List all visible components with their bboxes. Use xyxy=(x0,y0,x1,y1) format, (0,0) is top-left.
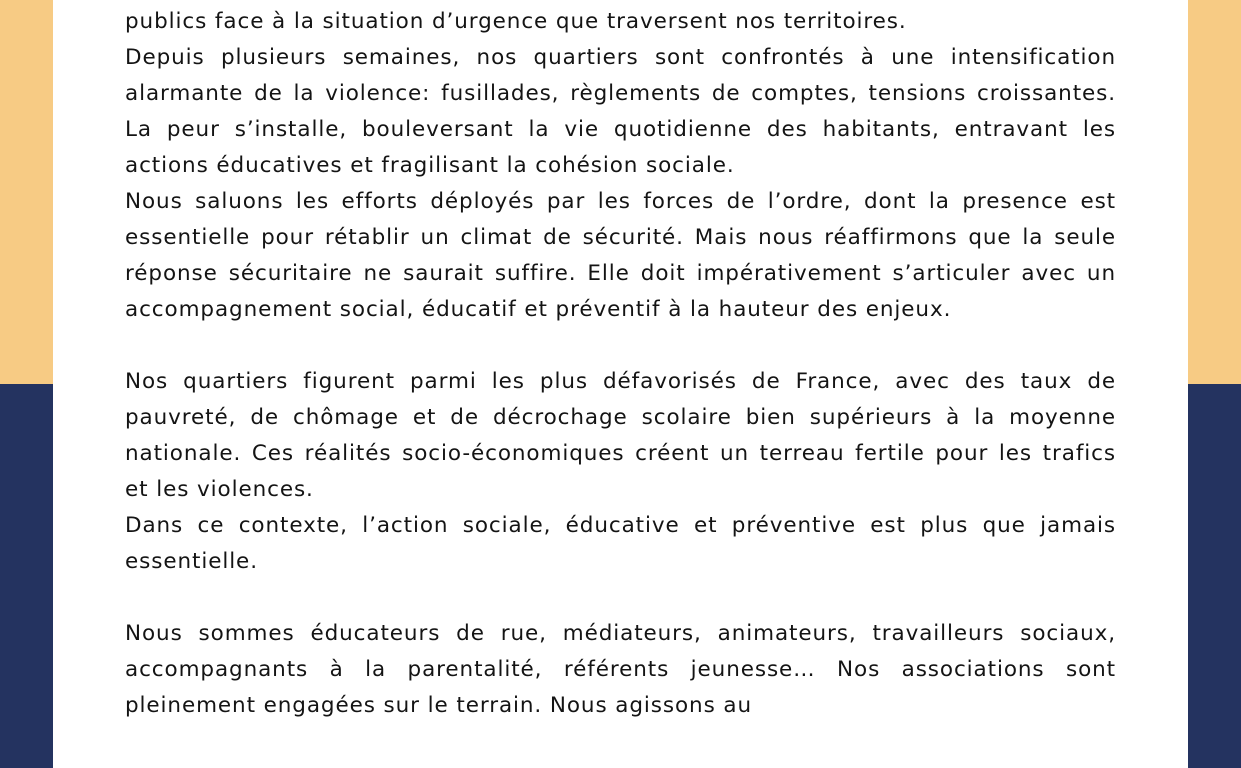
paragraph-spacer xyxy=(125,328,1116,364)
paragraph: publics face à la situation d’urgence que traversent nos territoires. xyxy=(125,9,907,34)
paragraph: Nous saluons les efforts déployés par les forces de l’ordre, dont la presence est essentielle pour rétablir un climat de sécurité. Mais nous réaffirmons que la seule réponse sécuritaire ne saurait suffire. Elle doit impérativement s’articuler avec un accompagnement social, éducatif et préventif à la hauteur des enjeux. xyxy=(125,189,1116,322)
paragraph: Nous sommes éducateurs de rue, médiateurs, animateurs, travailleurs sociaux, accompagnants à la parentalité, référents jeunesse… Nos associations sont pleinement engagées sur le terrain. Nous agissons au xyxy=(125,621,1116,718)
paragraph: Depuis plusieurs semaines, nos quartiers sont confrontés à une intensification alarmante de la violence: fusillades, règlements de comptes, tensions croissantes. La peur s’installe, bouleversant la vie quotidienne des habitants, entravant les actions éducatives et fragilisant la cohésion sociale. xyxy=(125,45,1116,178)
paragraph: Dans ce contexte, l’action sociale, éducative et préventive est plus que jamais essentielle. xyxy=(125,513,1116,574)
document-body xyxy=(125,4,1116,724)
paragraph-spacer xyxy=(125,580,1116,616)
paragraph: Nos quartiers figurent parmi les plus défavorisés de France, avec des taux de pauvreté, de chômage et de décrochage scolaire bien supérieurs à la moyenne nationale. Ces réalités socio-économiques créent un terreau fertile pour les trafics et les violences. xyxy=(125,369,1116,502)
